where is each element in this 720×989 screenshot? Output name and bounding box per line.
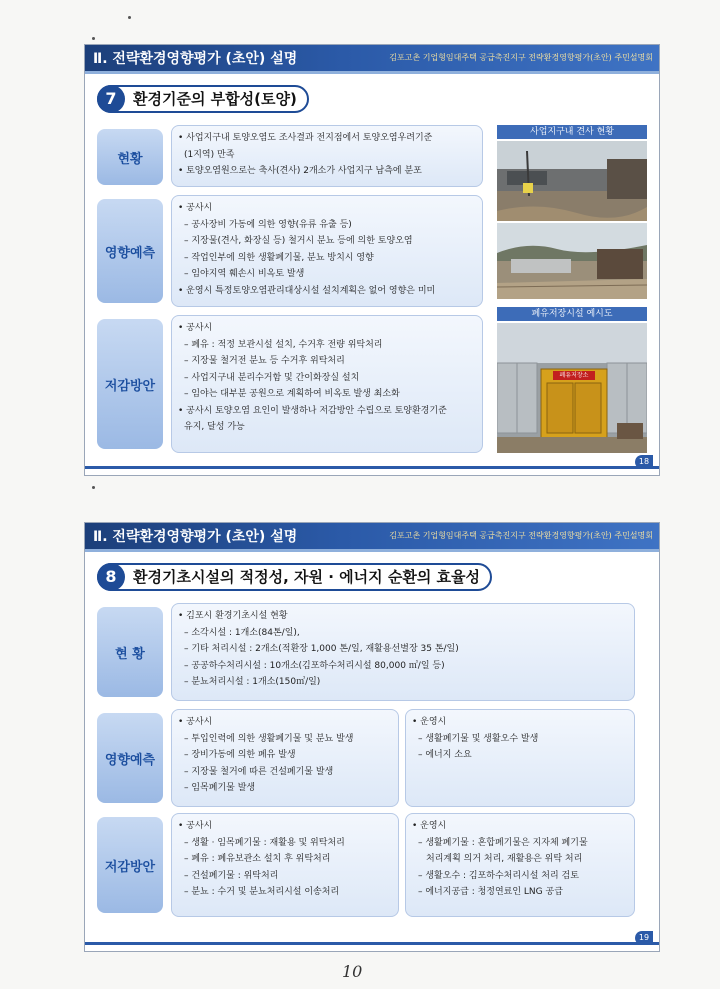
content-line: • 김포시 환경기초시설 현황 [178, 611, 288, 621]
content-line: • 운영시 특정토양오염관리대상시설 설치계획은 없어 영향은 미미 [178, 285, 436, 296]
slide-footer-line [85, 466, 659, 469]
slide-18 [84, 44, 660, 476]
content-line: • 공사시 [178, 323, 213, 333]
content-line: – 건설폐기물 : 위탁처리 [184, 870, 279, 881]
slide-header-title: Ⅱ. 전략환경영향평가 (초안) 설명 [93, 529, 298, 545]
slide-header [85, 523, 659, 549]
content-line: – 생활오수 : 김포하수처리시설 처리 검토 [418, 870, 579, 881]
mitigation-construction-box [171, 813, 399, 917]
content-line: – 임야지역 훼손시 비옥토 발생 [184, 269, 305, 279]
impact-content-box [171, 195, 483, 307]
content-line: – 임목폐기물 발생 [184, 783, 256, 793]
status-content-box [171, 603, 635, 701]
slide-header-title: Ⅱ. 전략환경영향평가 (초안) 설명 [93, 51, 298, 67]
content-line: – 생활폐기물 및 생활오수 발생 [418, 733, 539, 744]
slide-footer-line [85, 942, 659, 945]
content-line: – 사업지구내 분리수거함 및 간이화장실 설치 [184, 372, 360, 383]
page-number: 19 [635, 931, 653, 945]
content-line: • 공사시 토양오염 요인이 발생하나 저감방안 수립으로 토양환경기준 [178, 405, 447, 416]
kennel-photo-2 [497, 223, 647, 299]
content-line: – 지장물 철거에 따른 건설폐기물 발생 [184, 766, 334, 777]
slide-header-subtitle: 김포고촌 기업형임대주택 공급촉진지구 전략환경영향평가(초안) 주민설명회 [389, 531, 653, 540]
oil-storage-photo [497, 323, 647, 453]
content-line: – 분뇨 : 수거 및 분뇨처리시설 이송처리 [184, 887, 340, 897]
section-title: 환경기준의 부합성(토양) [133, 90, 297, 108]
slide-19 [84, 522, 660, 952]
slide-header [85, 45, 659, 71]
impact-construction-box [171, 709, 399, 807]
section-title: 환경기초시설의 적정성, 자원 · 에너지 순환의 효율성 [133, 568, 481, 586]
scan-dot [128, 16, 131, 19]
row-label-impact: 영향예측 [97, 199, 163, 303]
content-line: – 에너지 소요 [418, 750, 472, 760]
content-line: – 기타 처리시설 : 2개소(적환장 1,000 톤/일, 재활용선별장 35 톤/일) [184, 644, 459, 654]
content-line: – 에너지공급 : 청정연료인 LNG 공급 [418, 887, 563, 897]
section-badge [97, 563, 492, 591]
content-line: – 폐유 : 적정 보관시설 설치, 수거후 전량 위탁처리 [184, 339, 383, 350]
section-number: 8 [97, 563, 125, 591]
content-line: – 투입인력에 의한 생활폐기물 및 분뇨 발생 [184, 733, 354, 744]
content-line: • 운영시 [412, 821, 447, 831]
content-line: • 운영시 [412, 717, 447, 727]
kennel-photo-1 [497, 141, 647, 221]
content-line: • 사업지구내 토양오염도 조사결과 전지점에서 토양오염우려기준 [178, 133, 433, 143]
content-line: – 분뇨처리시설 : 1개소(150㎥/일) [184, 677, 321, 687]
handwritten-page-number: 10 [342, 962, 363, 981]
impact-operation-box [405, 709, 635, 807]
content-line: – 생활 · 임목폐기물 : 재활용 및 위탁처리 [184, 837, 345, 848]
content-line: – 지장물 철거전 분뇨 등 수거후 위탁처리 [184, 356, 345, 366]
scan-dot [92, 37, 95, 40]
row-label-status: 현황 [97, 129, 163, 185]
row-label-status: 현 황 [97, 607, 163, 697]
content-line: • 공사시 [178, 203, 213, 213]
content-line: • 공사시 [178, 821, 213, 831]
content-line: – 임야는 대부분 공원으로 계획하여 비옥토 발생 최소화 [184, 389, 400, 399]
photo-caption-kennel: 사업지구내 견사 현황 [497, 125, 647, 139]
status-content-box [171, 125, 483, 187]
page-number: 18 [635, 455, 653, 469]
content-line: – 작업인부에 의한 생활폐기물, 분뇨 방치시 영향 [184, 252, 374, 263]
row-label-mitigation: 저감방안 [97, 319, 163, 449]
content-line: – 폐유 : 폐유보관소 설치 후 위탁처리 [184, 854, 331, 864]
content-line: – 생활폐기물 : 혼합폐기물은 지자체 폐기물 [418, 837, 588, 848]
section-number: 7 [97, 85, 125, 113]
content-line: – 장비가동에 의한 폐유 발생 [184, 750, 296, 760]
content-line: 처리계획 의거 처리, 재활용은 위탁 처리 [426, 854, 583, 864]
content-line: (1지역) 만족 [184, 149, 235, 160]
content-line: • 공사시 [178, 717, 213, 727]
section-badge [97, 85, 309, 113]
scan-dot [92, 486, 95, 489]
content-line: – 공공하수처리시설 : 10개소(김포하수처리시설 80,000 ㎥/일 등) [184, 660, 445, 671]
header-underline [85, 71, 659, 74]
mitigation-operation-box [405, 813, 635, 917]
content-line: – 소각시설 : 1개소(84톤/일), [184, 627, 300, 638]
content-line: – 공사장비 가동에 의한 영향(유류 유출 등) [184, 219, 352, 230]
content-line: • 토양오염원으로는 축사(견사) 2개소가 사업지구 남측에 분포 [178, 166, 422, 176]
content-line: 유지, 달성 가능 [184, 422, 245, 432]
slide-header-subtitle: 김포고촌 기업형임대주택 공급촉진지구 전략환경영향평가(초안) 주민설명회 [389, 53, 653, 62]
photo-caption-oil-storage: 폐유저장시설 예시도 [497, 307, 647, 321]
row-label-impact: 영향예측 [97, 713, 163, 803]
mitigation-content-box [171, 315, 483, 453]
header-underline [85, 549, 659, 552]
content-line: – 지장물(견사, 화장실 등) 철거시 분뇨 등에 의한 토양오염 [184, 236, 413, 246]
storage-sign-text: 폐유저장소 [559, 372, 589, 379]
row-label-mitigation: 저감방안 [97, 817, 163, 913]
